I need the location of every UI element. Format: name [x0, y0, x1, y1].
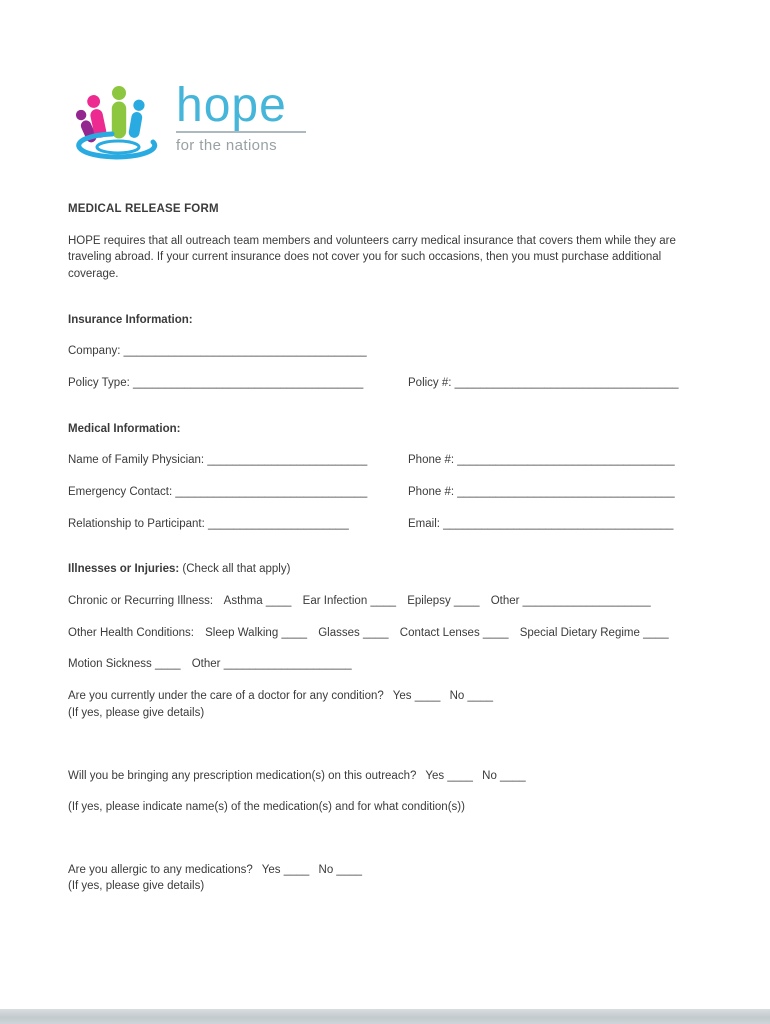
allergy-yes-label: Yes — [261, 863, 281, 876]
doctor-care-text: Are you currently under the care of a doctor for any condition? — [68, 690, 384, 703]
ear-infection-blank[interactable]: ____ — [370, 595, 397, 608]
sleep-walking-label: Sleep Walking — [205, 626, 279, 639]
illnesses-heading-row — [68, 561, 702, 578]
motion-sickness-row — [68, 656, 702, 673]
company-row — [68, 343, 702, 360]
logo-tagline: for the nations — [176, 131, 306, 157]
emergency-contact-label: Emergency Contact: — [68, 486, 173, 499]
special-dietary-blank[interactable]: ____ — [643, 626, 669, 639]
chronic-illness-row — [68, 593, 702, 610]
policy-number-label: Policy #: — [408, 377, 452, 390]
emergency-phone-blank[interactable]: __________________________________ — [457, 486, 675, 499]
doctor-care-no-blank[interactable]: ____ — [467, 690, 494, 703]
chronic-other-blank[interactable]: ____________________ — [522, 595, 651, 608]
emergency-contact-row — [68, 484, 702, 501]
relationship-row — [68, 516, 702, 533]
insurance-heading: Insurance Information: — [68, 313, 193, 326]
doctor-care-no-label: No — [449, 690, 465, 703]
physician-label: Name of Family Physician: — [68, 454, 205, 467]
contact-lenses-label: Contact Lenses — [399, 626, 480, 639]
prescription-yes-blank[interactable]: ____ — [447, 770, 473, 783]
physician-phone-label: Phone #: — [408, 454, 455, 467]
other-conditions-row — [68, 625, 702, 642]
company-blank[interactable]: ______________________________________ — [123, 345, 367, 358]
emergency-phone-label: Phone #: — [408, 486, 455, 499]
form-title: MEDICAL RELEASE FORM — [68, 203, 219, 215]
policy-row — [68, 375, 702, 392]
motion-other-label: Other — [191, 658, 221, 671]
company-label: Company: — [68, 345, 121, 358]
logo-people-icon — [68, 84, 164, 168]
page-bottom-edge — [0, 1009, 770, 1024]
prescription-note: (If yes, please indicate name(s) of the medication(s) and for what condition(s)) — [68, 801, 465, 814]
prescription-no-label: No — [482, 770, 497, 783]
prescription-yes-label: Yes — [425, 770, 445, 783]
intro-paragraph: HOPE requires that all outreach team members and volunteers carry medical insurance that covers them while they are traveling abroad. If your current insurance does not cover you for such occasions, then you must purchase additional coverage. — [68, 234, 676, 281]
epilepsy-label: Epilepsy — [407, 595, 451, 608]
illnesses-heading-note: (Check all that apply) — [182, 563, 291, 576]
relationship-blank[interactable]: ______________________ — [208, 517, 349, 530]
policy-type-blank[interactable]: ____________________________________ — [133, 377, 364, 390]
doctor-care-yes-label: Yes — [392, 690, 412, 703]
prescription-text: Will you be bringing any prescription medication(s) on this outreach? — [68, 770, 417, 783]
physician-row — [68, 452, 702, 469]
logo — [68, 79, 702, 168]
ear-infection-label: Ear Infection — [302, 595, 368, 608]
allergy-note: (If yes, please give details) — [68, 880, 205, 893]
epilepsy-blank[interactable]: ____ — [453, 595, 480, 608]
asthma-blank[interactable]: ____ — [265, 595, 292, 608]
allergy-no-blank[interactable]: ____ — [336, 863, 363, 876]
motion-sickness-label: Motion Sickness — [68, 658, 152, 671]
allergy-question — [68, 862, 702, 895]
special-dietary-label: Special Dietary Regime — [519, 626, 640, 639]
chronic-illness-prefix: Chronic or Recurring Illness: — [68, 595, 214, 608]
motion-sickness-blank[interactable]: ____ — [154, 658, 181, 671]
allergy-no-label: No — [318, 863, 334, 876]
policy-number-blank[interactable]: ___________________________________ — [454, 377, 679, 390]
doctor-care-question — [68, 688, 702, 721]
glasses-label: Glasses — [318, 626, 360, 639]
allergy-yes-blank[interactable]: ____ — [283, 863, 310, 876]
doctor-care-yes-blank[interactable]: ____ — [414, 690, 441, 703]
other-conditions-prefix: Other Health Conditions: — [68, 626, 194, 639]
chronic-other-label: Other — [490, 595, 520, 608]
prescription-question — [68, 768, 702, 815]
asthma-label: Asthma — [223, 595, 263, 608]
medical-heading: Medical Information: — [68, 422, 181, 435]
glasses-blank[interactable]: ____ — [362, 626, 389, 639]
physician-phone-blank[interactable]: __________________________________ — [457, 454, 675, 467]
emergency-contact-blank[interactable]: ______________________________ — [175, 486, 368, 499]
illnesses-heading: Illnesses or Injuries: — [68, 563, 180, 576]
logo-text — [176, 79, 306, 157]
motion-other-blank[interactable]: ____________________ — [223, 658, 352, 671]
relationship-label: Relationship to Participant: — [68, 517, 205, 530]
allergy-text: Are you allergic to any medications? — [68, 863, 253, 876]
sleep-walking-blank[interactable]: ____ — [281, 626, 308, 639]
doctor-care-note: (If yes, please give details) — [68, 706, 205, 719]
physician-blank[interactable]: _________________________ — [207, 454, 368, 467]
prescription-no-blank[interactable]: ____ — [500, 770, 526, 783]
email-label: Email: — [408, 517, 440, 530]
contact-lenses-blank[interactable]: ____ — [482, 626, 509, 639]
policy-type-label: Policy Type: — [68, 377, 130, 390]
logo-brand-text: hope — [176, 79, 287, 132]
email-blank[interactable]: ____________________________________ — [443, 517, 674, 530]
